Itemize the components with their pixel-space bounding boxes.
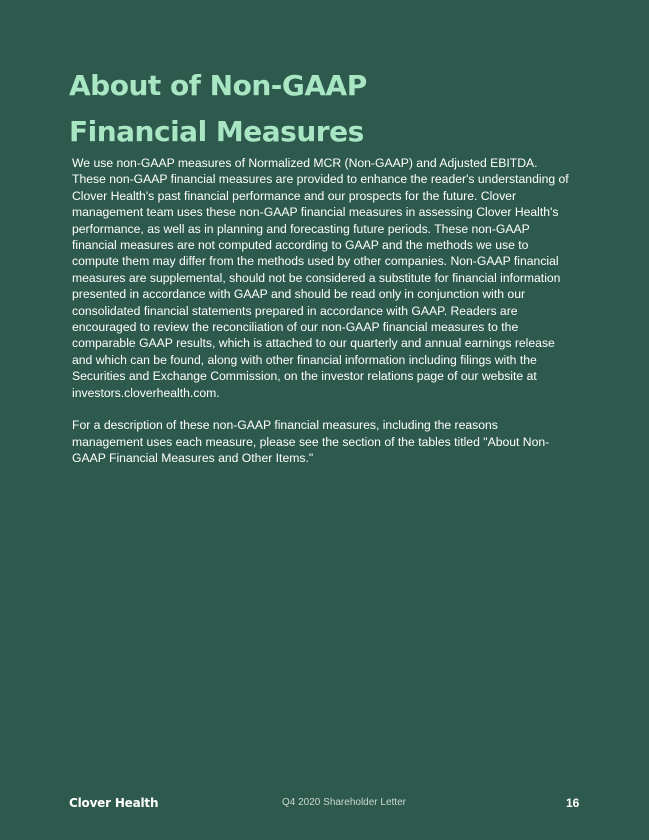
brand-logo-text: Clover Health — [69, 796, 159, 810]
page-title — [69, 63, 589, 155]
page-title-line-2: Financial Measures — [69, 115, 364, 148]
body-text — [72, 155, 572, 482]
page-footer — [0, 796, 649, 814]
document-name: Q4 2020 Shareholder Letter — [282, 797, 406, 808]
page-number: 16 — [566, 796, 580, 810]
page-title-line-1: About of Non-GAAP — [69, 69, 367, 102]
body-paragraph-1: We use non-GAAP measures of Normalized MCR (Non-GAAP) and Adjusted EBITDA. These non-GAAP financial measures are provided to enhance the reader's understanding of Clover Health's past financial performance and our prospects for the future. Clover management team uses these non-GAAP financial measures in assessing Clover Health's performance, as well as in planning and forecasting future periods. These non-GAAP financial measures are not computed according to GAAP and the methods we use to compute them may differ from the methods used by other companies. Non-GAAP financial measures are supplemental, should not be considered a substitute for financial information presented in accordance with GAAP and should be read only in conjunction with our consolidated financial statements prepared in accordance with GAAP. Readers are encouraged to review the reconciliation of our non-GAAP financial measures to the comparable GAAP results, which is attached to our quarterly and annual earnings release and which can be found, along with other financial information including filings with the Securities and Exchange Commission, on the investor relations page of our website at investors.cloverhealth.com. — [72, 156, 569, 400]
body-paragraph-2: For a description of these non-GAAP financial measures, including the reasons management uses each measure, please see the section of the tables titled "About Non-GAAP Financial Measures and Other Items." — [72, 418, 550, 465]
